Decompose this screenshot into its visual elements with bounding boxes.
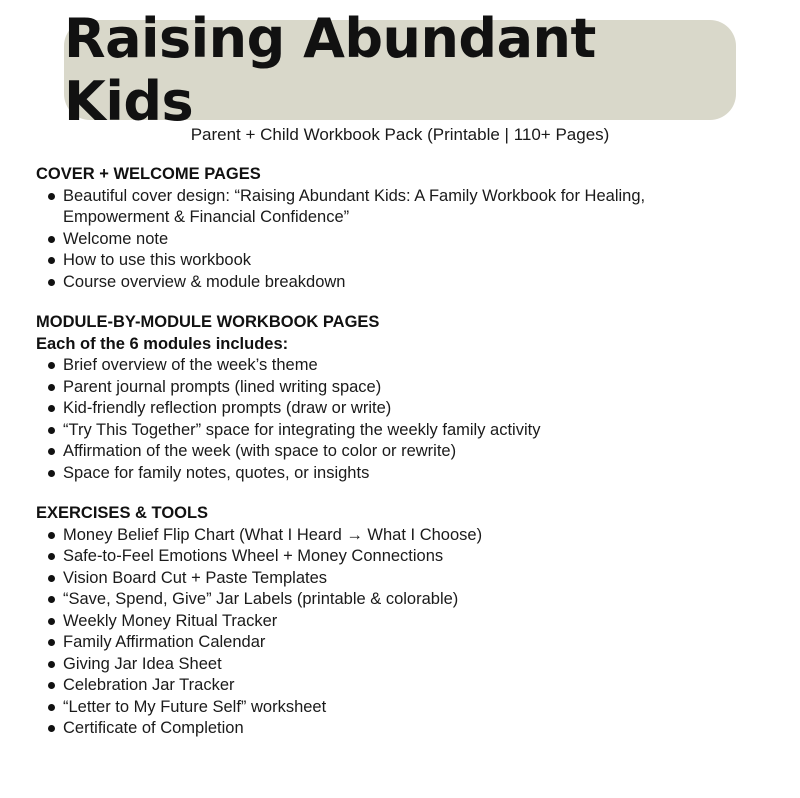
- list-item: [36, 697, 756, 719]
- list-item-text: Course overview & module breakdown: [63, 272, 346, 291]
- list-item: [36, 546, 756, 568]
- list-item: [36, 272, 756, 294]
- page-subtitle: Parent + Child Workbook Pack (Printable | 110+ Pages): [190, 125, 610, 144]
- list-item-text: Money Belief Flip Chart (What I Heard → What I Choose): [63, 525, 483, 544]
- list-item-text: Celebration Jar Tracker: [63, 676, 235, 694]
- page-title: Raising Abundant Kids: [64, 7, 596, 133]
- list-item: [36, 675, 756, 697]
- list-item-text: Welcome note: [63, 229, 169, 248]
- bullet-icon: [48, 596, 55, 603]
- bullet-icon: [48, 448, 55, 455]
- list-item: [36, 568, 756, 590]
- list-item: [36, 654, 756, 676]
- list-item: [36, 420, 756, 442]
- bullet-icon: [48, 405, 55, 412]
- bullet-icon: [48, 682, 55, 689]
- list-item: [36, 525, 756, 547]
- list-item: [36, 377, 756, 399]
- list-item: [36, 611, 756, 633]
- list-item-text: Certificate of Completion: [63, 719, 244, 737]
- bullet-icon: [48, 618, 55, 625]
- list-item-text: How to use this workbook: [63, 251, 252, 269]
- list-item: [36, 186, 756, 229]
- list-item-text: Vision Board Cut + Paste Templates: [63, 568, 327, 587]
- bullet-icon: [48, 553, 55, 560]
- list-item-text: Space for family notes, quotes, or insights: [63, 463, 370, 482]
- bullet-icon: [48, 661, 55, 668]
- list-item-text: Giving Jar Idea Sheet: [63, 654, 222, 673]
- bullet-icon: [48, 257, 55, 264]
- list-item-text: Family Affirmation Calendar: [63, 633, 266, 651]
- bullet-icon: [48, 362, 55, 369]
- list-item: [36, 718, 756, 740]
- section-heading: EXERCISES & TOOLS: [36, 504, 209, 522]
- list-item-text: Parent journal prompts (lined writing space): [63, 377, 382, 396]
- list-item-text: Weekly Money Ritual Tracker: [63, 611, 278, 630]
- list-item: [36, 250, 756, 272]
- list-item-text: “Try This Together” space for integrating the weekly family activity: [63, 420, 541, 439]
- list-item: [36, 398, 756, 420]
- list-item: [36, 229, 756, 251]
- bullet-icon: [48, 279, 55, 286]
- section-cover-welcome: [36, 164, 756, 293]
- bullet-icon: [48, 384, 55, 391]
- title-banner: [64, 7, 736, 133]
- list-item: [36, 355, 756, 377]
- bullet-icon: [48, 532, 55, 539]
- list-item-text: “Save, Spend, Give” Jar Labels (printable & colorable): [63, 590, 459, 608]
- list-item-text: “Letter to My Future Self” worksheet: [63, 697, 327, 716]
- section-list: [36, 525, 756, 740]
- section-heading: COVER + WELCOME PAGES: [36, 165, 261, 183]
- section-exercises-tools: [36, 503, 756, 740]
- bullet-icon: [48, 470, 55, 477]
- section-list: [36, 186, 756, 294]
- content: [36, 164, 756, 759]
- list-item: [36, 589, 756, 611]
- list-item-text: Kid-friendly reflection prompts (draw or write): [63, 399, 392, 417]
- bullet-icon: [48, 704, 55, 711]
- section-list: [36, 355, 756, 484]
- section-module-pages: [36, 312, 756, 484]
- bullet-icon: [48, 575, 55, 582]
- bullet-icon: [48, 193, 55, 200]
- list-item-text: Affirmation of the week (with space to color or rewrite): [63, 442, 457, 460]
- list-item: [36, 441, 756, 463]
- list-item-text: Safe-to-Feel Emotions Wheel + Money Connections: [63, 547, 444, 565]
- list-item-text: Beautiful cover design: “Raising Abundant Kids: A Family Workbook for Healing, Empowerment & Financial Confidence”: [63, 186, 646, 226]
- list-item: [36, 632, 756, 654]
- section-heading: MODULE-BY-MODULE WORKBOOK PAGES: [36, 313, 380, 331]
- bullet-icon: [48, 725, 55, 732]
- section-subheading: Each of the 6 modules includes:: [36, 334, 289, 353]
- bullet-icon: [48, 236, 55, 243]
- bullet-icon: [48, 427, 55, 434]
- list-item: [36, 463, 756, 485]
- list-item-text: Brief overview of the week’s theme: [63, 356, 318, 374]
- bullet-icon: [48, 639, 55, 646]
